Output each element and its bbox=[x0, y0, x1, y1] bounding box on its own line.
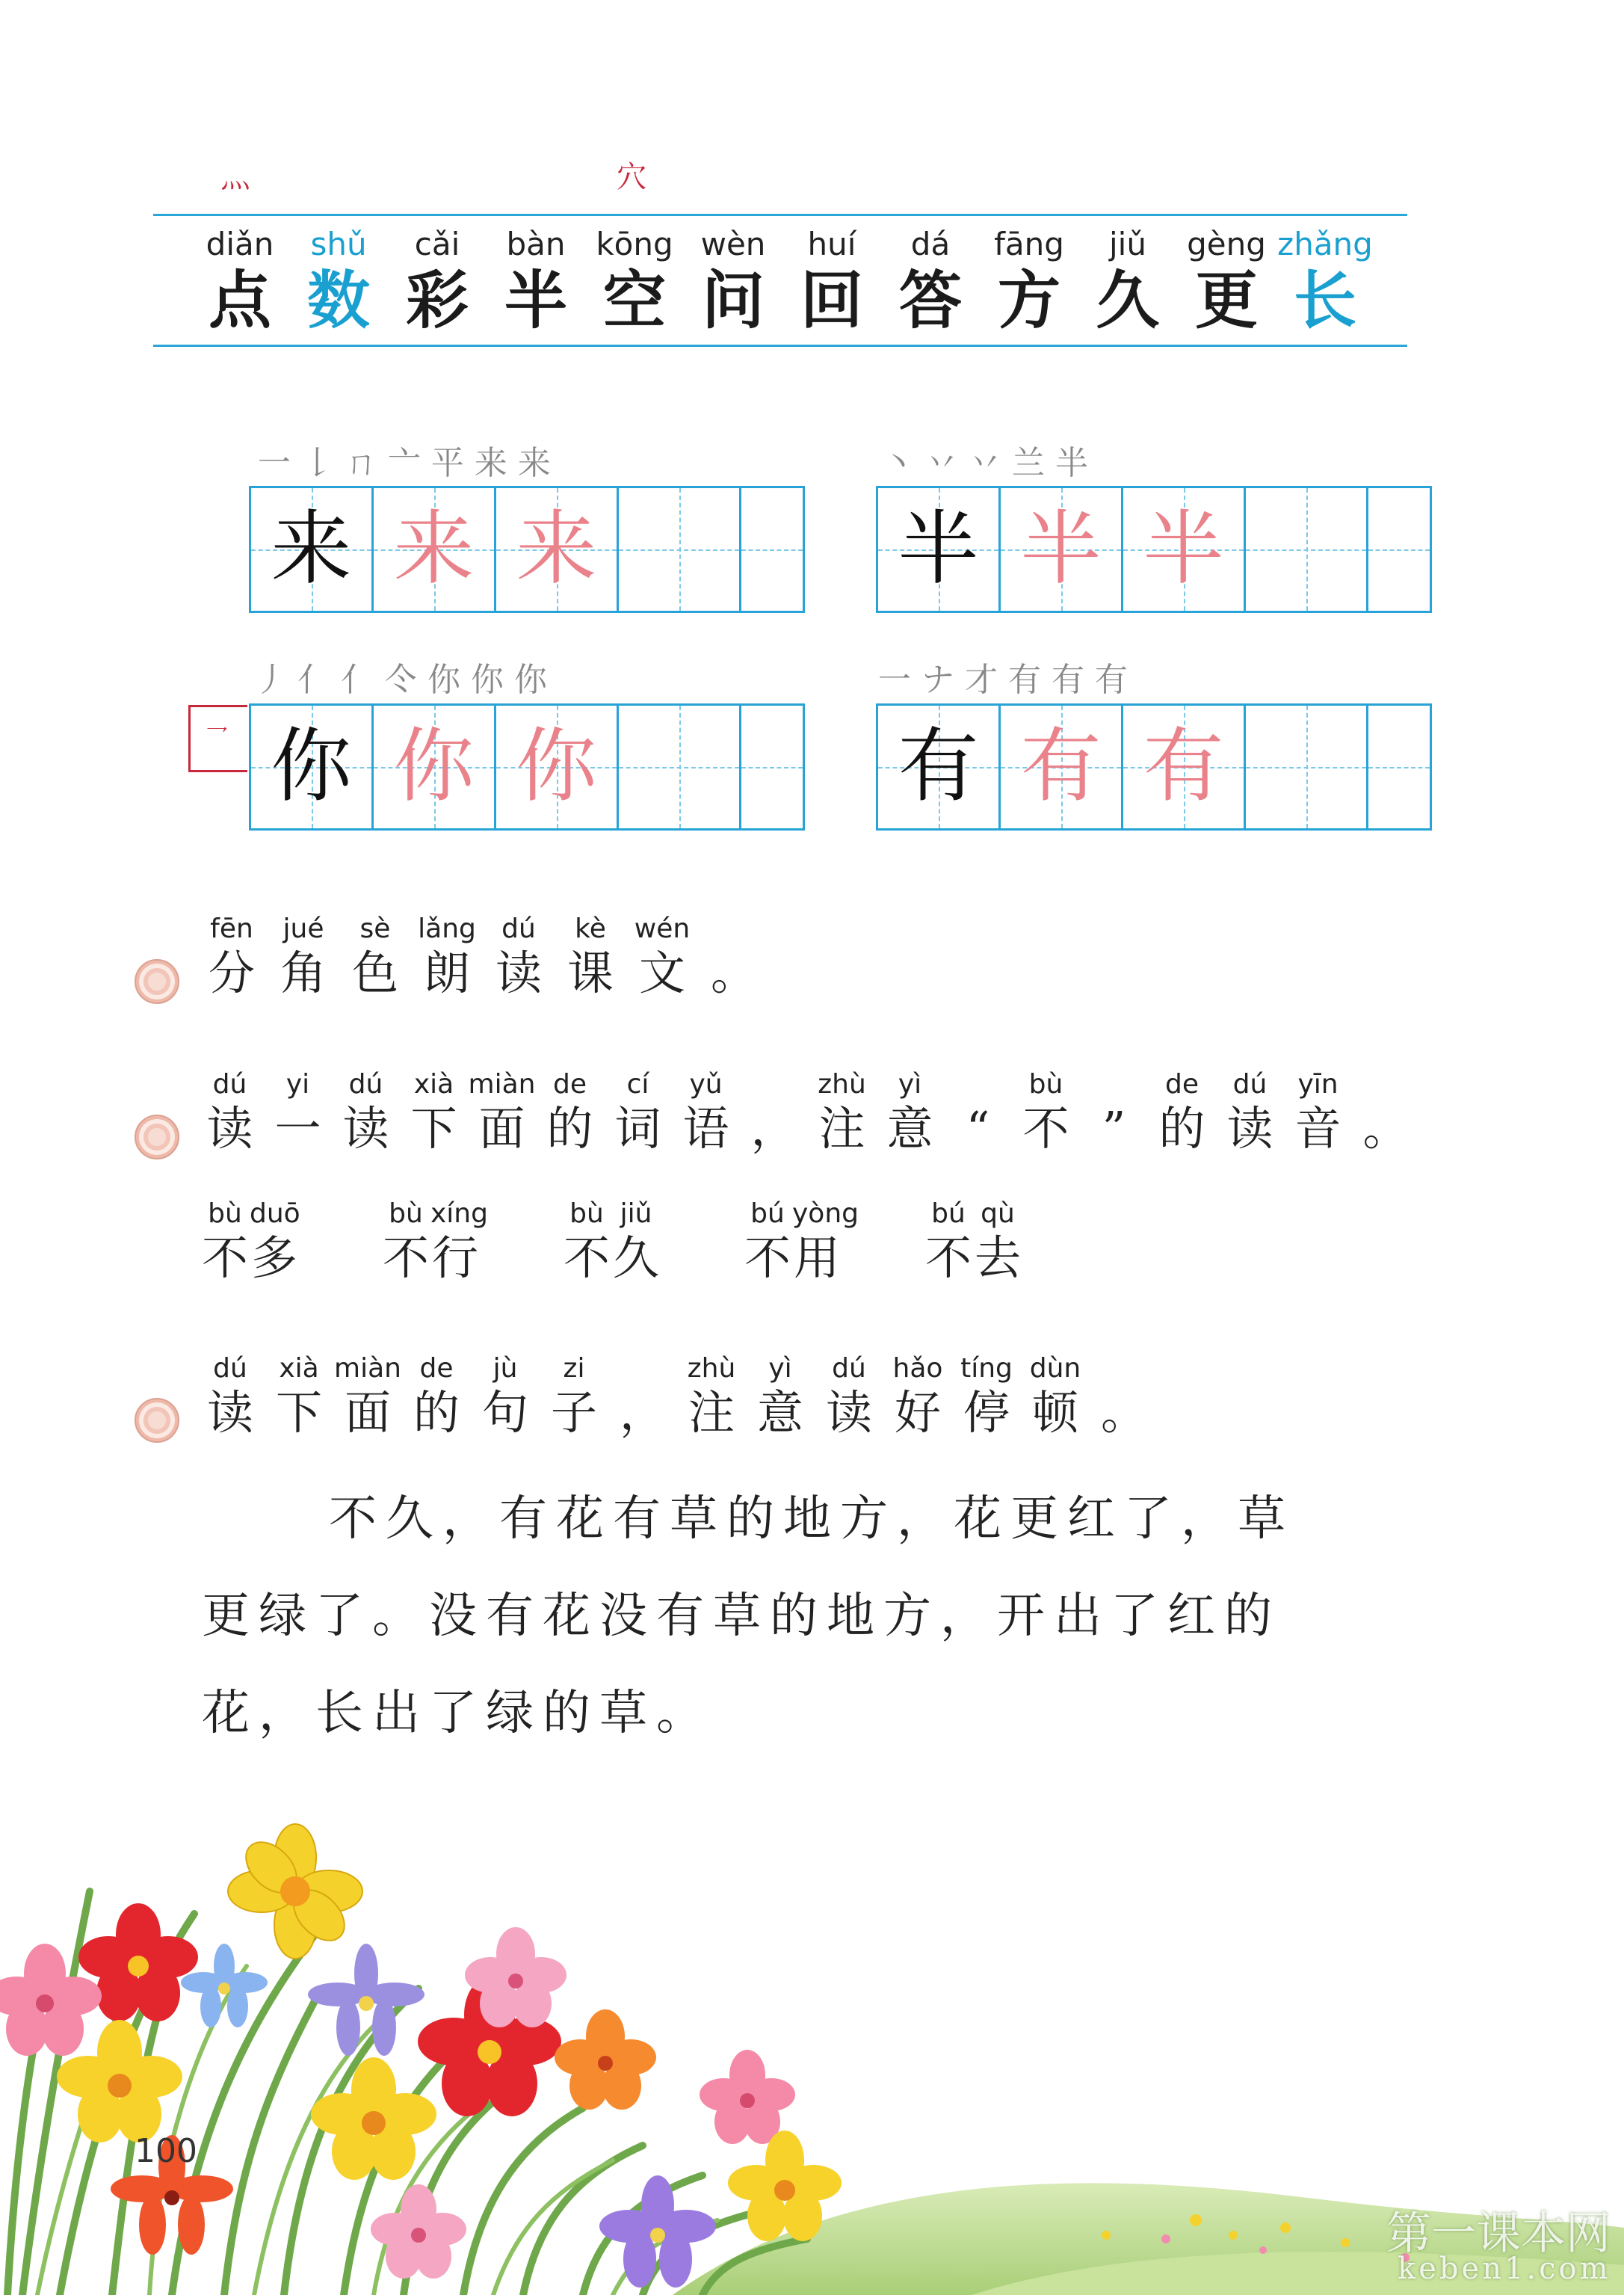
annotated-character bbox=[196, 1352, 265, 1440]
pinyin: fēn bbox=[210, 914, 253, 944]
annotated-character bbox=[250, 1197, 299, 1285]
annotated-character bbox=[1148, 1068, 1216, 1156]
pinyin: hǎo bbox=[892, 1353, 943, 1384]
character: 去 bbox=[974, 1230, 1021, 1285]
vocab-item bbox=[1078, 226, 1177, 338]
pinyin: miàn bbox=[468, 1069, 536, 1100]
vocab-item bbox=[191, 226, 289, 338]
annotated-character bbox=[952, 1352, 1021, 1440]
grid-empty-cell[interactable] bbox=[1246, 488, 1368, 611]
pinyin: bù bbox=[389, 1198, 423, 1229]
character: 不 bbox=[382, 1230, 429, 1285]
exercise-2-line bbox=[196, 1068, 1420, 1156]
character: 注 bbox=[818, 1101, 865, 1156]
pinyin: de bbox=[553, 1069, 587, 1100]
grid-model-char: 你 bbox=[271, 720, 352, 813]
word-item bbox=[562, 1197, 661, 1285]
character: 好 bbox=[894, 1385, 941, 1440]
pinyin: xià bbox=[279, 1353, 319, 1384]
vocab-item bbox=[782, 226, 881, 338]
annotated-character bbox=[883, 1352, 952, 1440]
exercise-bullet-icon bbox=[135, 959, 179, 1004]
stroke-order-you: 一 ナ 才 有 有 有 bbox=[878, 661, 1128, 699]
character: 下 bbox=[275, 1385, 322, 1440]
character: 色 bbox=[351, 946, 398, 1000]
character: 文 bbox=[638, 946, 685, 1000]
annotated-character bbox=[604, 1068, 672, 1156]
character: 读 bbox=[342, 1101, 389, 1156]
pinyin: bù bbox=[1028, 1069, 1063, 1100]
character: 的 bbox=[546, 1101, 593, 1156]
stroke-order-lai: 一 𠄌 ㄇ 亠 平 来 来 bbox=[258, 444, 551, 482]
flower bbox=[311, 2057, 436, 2180]
annotated-character bbox=[1080, 1068, 1148, 1156]
pinyin: de bbox=[1165, 1069, 1199, 1100]
annotated-character bbox=[1216, 1068, 1284, 1156]
vocab-item bbox=[684, 226, 782, 338]
annotated-character bbox=[540, 1352, 608, 1440]
annotated-character bbox=[200, 1197, 250, 1285]
flower bbox=[308, 1944, 424, 2056]
vocab-item bbox=[585, 226, 684, 338]
grid-empty-cell[interactable] bbox=[1246, 706, 1368, 828]
character: 的 bbox=[1158, 1101, 1205, 1156]
annotated-character bbox=[562, 1197, 611, 1285]
writing-grid-you bbox=[876, 703, 1432, 831]
vocab-character: 数 bbox=[306, 263, 370, 337]
flower bbox=[700, 2050, 795, 2144]
grid-model-char: 来 bbox=[271, 502, 352, 596]
pinyin: dú bbox=[213, 1353, 247, 1384]
pinyin bbox=[1080, 1068, 1148, 1102]
character: 子 bbox=[550, 1385, 597, 1440]
vocab-item bbox=[1177, 226, 1276, 338]
radical-hint-box bbox=[188, 705, 247, 772]
pinyin: xià bbox=[413, 1069, 454, 1100]
vocab-character: 空 bbox=[602, 263, 666, 337]
pinyin: yi bbox=[285, 1069, 310, 1100]
vocab-character: 久 bbox=[1096, 263, 1159, 337]
vocab-character: 长 bbox=[1293, 263, 1356, 337]
character: 不 bbox=[563, 1230, 610, 1285]
character: ” bbox=[1102, 1101, 1126, 1156]
vocab-item bbox=[388, 226, 487, 338]
pinyin: yì bbox=[898, 1069, 922, 1100]
pinyin: wén bbox=[634, 914, 691, 944]
annotated-character bbox=[740, 1068, 808, 1156]
pinyin: qù bbox=[981, 1198, 1015, 1229]
annotated-character bbox=[1284, 1068, 1352, 1156]
grid-empty-cell[interactable] bbox=[741, 706, 803, 828]
pinyin bbox=[1090, 1352, 1158, 1386]
annotated-character bbox=[746, 1352, 815, 1440]
annotated-character bbox=[333, 1352, 402, 1440]
annotated-character bbox=[1352, 1068, 1420, 1156]
annotated-character bbox=[265, 1352, 333, 1440]
character: 下 bbox=[410, 1101, 457, 1156]
writing-grid-lai bbox=[249, 486, 805, 613]
pinyin: kè bbox=[575, 914, 606, 944]
annotated-character bbox=[381, 1197, 430, 1285]
pinyin: xíng bbox=[430, 1198, 488, 1229]
character: 。 bbox=[710, 946, 757, 1000]
annotated-character bbox=[698, 912, 770, 1000]
exercise-3-line bbox=[196, 1352, 1158, 1440]
character: 语 bbox=[682, 1101, 729, 1156]
flower bbox=[228, 1824, 362, 1959]
character: 面 bbox=[344, 1385, 391, 1440]
vocab-character: 点 bbox=[208, 263, 271, 337]
character: 。 bbox=[1362, 1101, 1410, 1156]
vocab-pinyin: jiǔ bbox=[1109, 226, 1146, 262]
pinyin: zhù bbox=[818, 1069, 866, 1100]
watermark-text: 第一课本网 bbox=[1386, 2208, 1611, 2260]
grid-trace-char: 来 bbox=[393, 502, 475, 596]
annotated-character bbox=[672, 1068, 740, 1156]
pinyin: yīn bbox=[1297, 1069, 1339, 1100]
character: 。 bbox=[1100, 1385, 1147, 1440]
annotated-character bbox=[332, 1068, 400, 1156]
character: 意 bbox=[756, 1385, 803, 1440]
character: 一 bbox=[274, 1101, 321, 1156]
annotated-character bbox=[626, 912, 698, 1000]
character: “ bbox=[966, 1101, 990, 1156]
vocab-character: 回 bbox=[800, 263, 863, 337]
pinyin: dùn bbox=[1029, 1353, 1081, 1384]
writing-grid-ban bbox=[876, 486, 1432, 613]
character: 读 bbox=[206, 1101, 253, 1156]
annotated-character bbox=[555, 912, 626, 1000]
character: 久 bbox=[612, 1230, 659, 1285]
pinyin: bù bbox=[569, 1198, 604, 1229]
vocab-pinyin: huí bbox=[807, 226, 856, 262]
annotated-character bbox=[611, 1197, 661, 1285]
annotated-character bbox=[430, 1197, 488, 1285]
character: 不 bbox=[744, 1230, 791, 1285]
reading-passage bbox=[202, 1470, 1517, 1762]
annotated-character bbox=[743, 1197, 792, 1285]
exercise-1-line bbox=[196, 912, 770, 1000]
flower bbox=[555, 2009, 656, 2110]
pinyin: yòng bbox=[792, 1198, 859, 1229]
character: ， bbox=[619, 1385, 666, 1440]
grid-empty-cell[interactable] bbox=[619, 488, 741, 611]
flower-meadow-illustration bbox=[0, 1742, 1624, 2295]
vocab-item bbox=[881, 226, 980, 338]
pinyin: jiǔ bbox=[620, 1198, 652, 1229]
pinyin: dú bbox=[832, 1353, 866, 1384]
pinyin: zi bbox=[563, 1353, 585, 1384]
grid-model-char: 有 bbox=[898, 720, 979, 813]
annotated-character bbox=[973, 1197, 1022, 1285]
annotated-character bbox=[815, 1352, 883, 1440]
stroke-order-ban: 丶 丷 丷 兰 半 bbox=[882, 444, 1088, 482]
annotated-character bbox=[400, 1068, 468, 1156]
pinyin bbox=[944, 1068, 1012, 1102]
pinyin: dú bbox=[1232, 1069, 1268, 1100]
word-item bbox=[381, 1197, 488, 1285]
character: 角 bbox=[280, 946, 327, 1000]
annotated-character bbox=[268, 912, 339, 1000]
character: 用 bbox=[793, 1230, 840, 1285]
passage-line: 不久，有花有草的地方，花更红了，草 bbox=[329, 1491, 1294, 1547]
top-fragment-left: 灬 bbox=[220, 160, 250, 194]
pinyin: yì bbox=[768, 1353, 792, 1384]
character: 不 bbox=[1022, 1101, 1069, 1156]
vocab-character: 更 bbox=[1194, 263, 1258, 337]
character: 词 bbox=[614, 1101, 661, 1156]
pinyin: duō bbox=[250, 1198, 300, 1229]
exercise-bullet-icon bbox=[135, 1115, 179, 1159]
annotated-character bbox=[196, 912, 268, 1000]
pinyin: bú bbox=[750, 1198, 785, 1229]
page-number: 100 bbox=[135, 2132, 197, 2170]
vocab-pinyin: kōng bbox=[596, 226, 673, 262]
character: 分 bbox=[208, 946, 255, 1000]
grid-trace-char: 你 bbox=[516, 720, 597, 813]
grid-empty-cell[interactable] bbox=[741, 488, 803, 611]
vocab-pinyin: dá bbox=[910, 226, 951, 262]
vocab-item bbox=[289, 226, 388, 338]
word-item bbox=[743, 1197, 859, 1285]
pinyin bbox=[608, 1352, 677, 1386]
character: 顿 bbox=[1031, 1385, 1078, 1440]
word-item bbox=[200, 1197, 299, 1285]
character: 行 bbox=[431, 1230, 478, 1285]
vocab-item bbox=[1276, 226, 1374, 338]
pinyin: sè bbox=[359, 914, 391, 944]
character: 不 bbox=[201, 1230, 248, 1285]
word-item bbox=[924, 1197, 1022, 1285]
vocab-pinyin: shǔ bbox=[310, 226, 367, 262]
pinyin: lǎng bbox=[418, 914, 476, 944]
pinyin bbox=[740, 1068, 808, 1102]
pinyin: miàn bbox=[334, 1353, 401, 1384]
annotated-character bbox=[924, 1197, 973, 1285]
writing-grid-ni bbox=[249, 703, 805, 831]
annotated-character bbox=[536, 1068, 604, 1156]
character: 音 bbox=[1294, 1101, 1342, 1156]
grid-empty-cell[interactable] bbox=[1368, 488, 1430, 611]
vocab-top-rule bbox=[153, 214, 1407, 216]
flower bbox=[371, 2184, 466, 2279]
vocab-pinyin: zhǎng bbox=[1277, 226, 1373, 262]
grid-trace-char: 你 bbox=[393, 720, 475, 813]
annotated-character bbox=[339, 912, 411, 1000]
top-fragment-right: 穴 bbox=[617, 160, 646, 194]
pinyin bbox=[698, 912, 770, 946]
character: 不 bbox=[924, 1230, 972, 1285]
stroke-order-ni: 丿 亻 亻 仒 你 你 你 bbox=[254, 661, 547, 699]
watermark-url: keben1.com bbox=[1398, 2252, 1611, 2286]
vocab-pinyin: wèn bbox=[700, 226, 766, 262]
character: 面 bbox=[478, 1101, 525, 1156]
exercise-bullet-icon bbox=[135, 1398, 179, 1443]
vocab-character: 问 bbox=[701, 263, 765, 337]
character: 的 bbox=[413, 1385, 460, 1440]
exercise-2-words bbox=[200, 1197, 1105, 1285]
annotated-character bbox=[196, 1068, 264, 1156]
pinyin: jù bbox=[493, 1353, 518, 1384]
vocab-item bbox=[487, 226, 585, 338]
pinyin: yǔ bbox=[689, 1069, 723, 1100]
vocab-pinyin: fāng bbox=[994, 226, 1064, 262]
character: 句 bbox=[481, 1385, 528, 1440]
character: 多 bbox=[250, 1230, 297, 1285]
annotated-character bbox=[411, 912, 483, 1000]
annotated-character bbox=[471, 1352, 540, 1440]
vocab-bottom-rule bbox=[153, 345, 1407, 347]
annotated-character bbox=[677, 1352, 746, 1440]
vocab-pinyin: bàn bbox=[506, 226, 566, 262]
grid-trace-char: 半 bbox=[1020, 502, 1102, 596]
character: 朗 bbox=[423, 946, 470, 1000]
character: 读 bbox=[825, 1385, 872, 1440]
grid-trace-char: 来 bbox=[516, 502, 597, 596]
pinyin: tíng bbox=[960, 1353, 1013, 1384]
pinyin bbox=[1352, 1068, 1420, 1102]
grid-trace-char: 有 bbox=[1143, 720, 1224, 813]
grid-model-char: 半 bbox=[898, 502, 979, 596]
pinyin: bù bbox=[208, 1198, 242, 1229]
annotated-character bbox=[876, 1068, 944, 1156]
vocab-pinyin: cǎi bbox=[414, 226, 460, 262]
vocab-pinyin: diǎn bbox=[206, 226, 274, 262]
vocab-pinyin: gèng bbox=[1187, 226, 1266, 262]
pinyin: jué bbox=[282, 914, 324, 944]
pinyin: dú bbox=[501, 914, 536, 944]
pinyin: dú bbox=[348, 1069, 383, 1100]
vocab-character: 答 bbox=[898, 263, 962, 337]
grid-trace-char: 有 bbox=[1020, 720, 1102, 813]
annotated-character bbox=[402, 1352, 471, 1440]
character: 意 bbox=[886, 1101, 933, 1156]
vocab-character: 彩 bbox=[405, 263, 469, 337]
passage-line: 花，长出了绿的草。 bbox=[202, 1686, 713, 1741]
character: 停 bbox=[963, 1385, 1010, 1440]
pinyin: zhù bbox=[687, 1353, 736, 1384]
annotated-character bbox=[944, 1068, 1012, 1156]
annotated-character bbox=[483, 912, 555, 1000]
grid-empty-cell[interactable] bbox=[1368, 706, 1430, 828]
vocab-character: 方 bbox=[997, 263, 1060, 337]
character: 读 bbox=[495, 946, 542, 1000]
character: 读 bbox=[206, 1385, 253, 1440]
annotated-character bbox=[1021, 1352, 1090, 1440]
character: 读 bbox=[1226, 1101, 1273, 1156]
annotated-character bbox=[264, 1068, 332, 1156]
character: 课 bbox=[566, 946, 614, 1000]
character: ， bbox=[750, 1101, 797, 1156]
pinyin: bú bbox=[931, 1198, 966, 1229]
grid-trace-char: 半 bbox=[1143, 502, 1224, 596]
grid-empty-cell[interactable] bbox=[619, 706, 741, 828]
pinyin: dú bbox=[212, 1069, 247, 1100]
annotated-character bbox=[608, 1352, 677, 1440]
vocab-item bbox=[980, 226, 1078, 338]
annotated-character bbox=[1012, 1068, 1080, 1156]
annotated-character bbox=[792, 1197, 859, 1285]
vocab-strip bbox=[191, 226, 1374, 338]
pinyin: de bbox=[419, 1353, 454, 1384]
passage-line: 更绿了。没有花没有草的地方，开出了红的 bbox=[202, 1589, 1281, 1644]
annotated-character bbox=[1090, 1352, 1158, 1440]
character: 注 bbox=[688, 1385, 735, 1440]
vocab-character: 半 bbox=[504, 263, 567, 337]
pinyin: cí bbox=[626, 1069, 649, 1100]
radical-hint: 乛 bbox=[206, 725, 228, 751]
annotated-character bbox=[808, 1068, 876, 1156]
annotated-character bbox=[468, 1068, 536, 1156]
